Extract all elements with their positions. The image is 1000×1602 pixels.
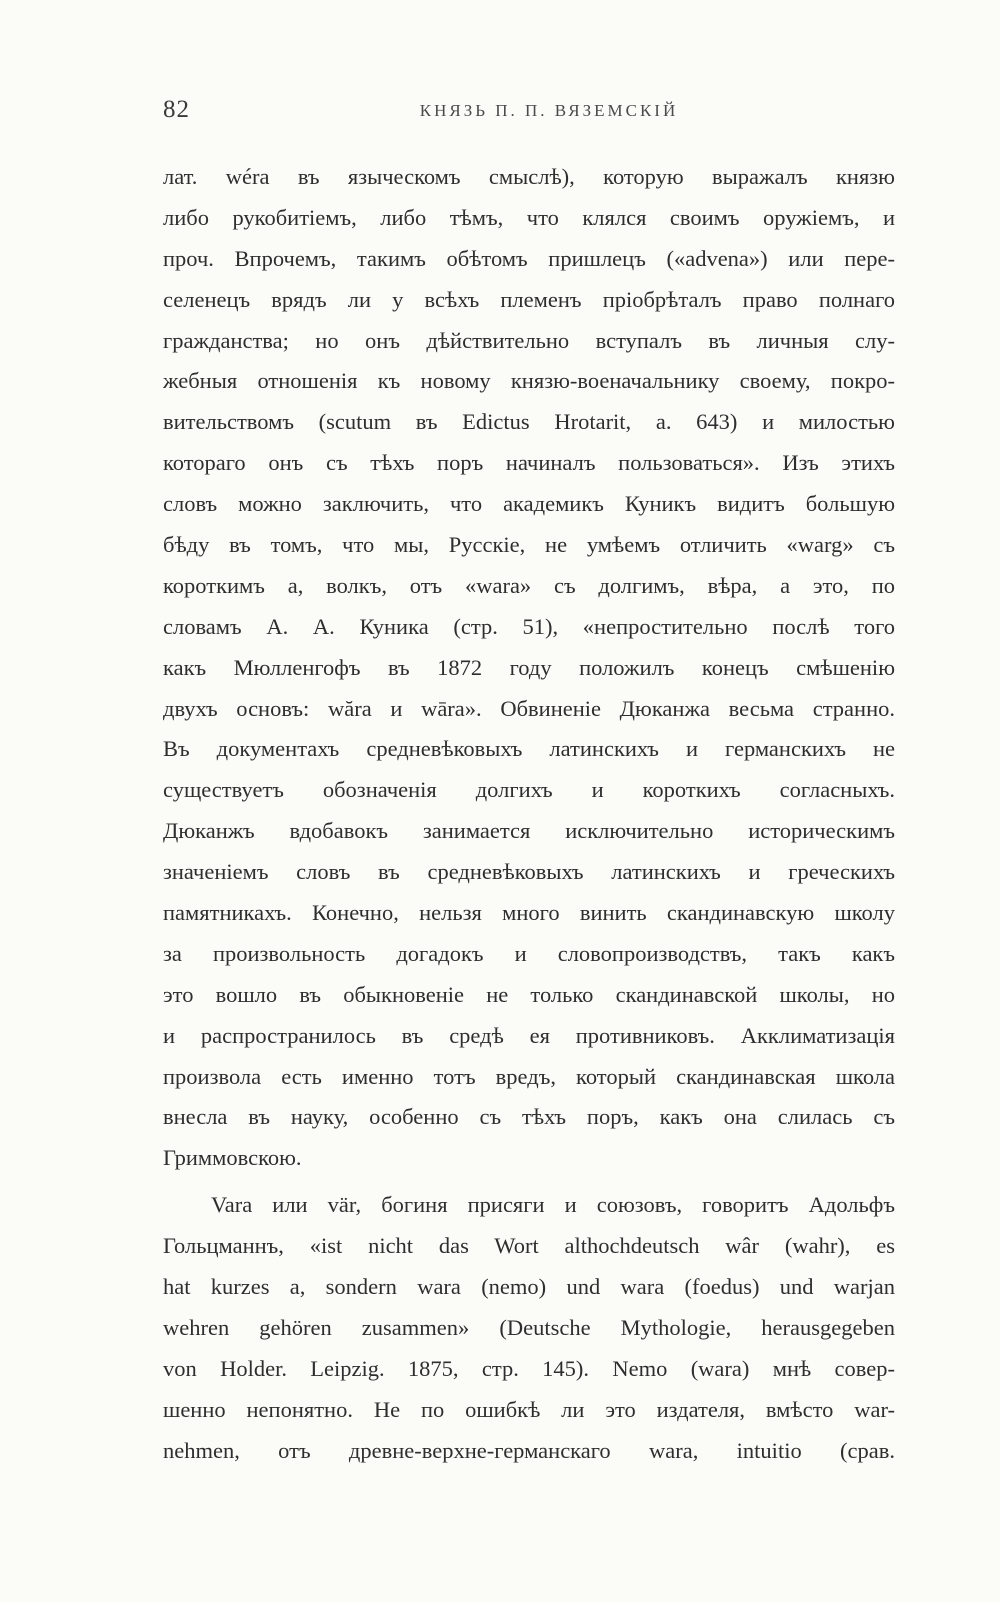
text-line: wehren gehören zusammen» (Deutsche Mythologie, herausgegeben [163, 1314, 895, 1340]
text-line: nehmen, отъ древне-верхне-германскаго wara, intuitio (срав. [163, 1437, 895, 1463]
text-line: лат. wéra въ языческомъ смыслѣ), которую выражалъ князю [163, 164, 895, 189]
page-number: 82 [163, 96, 190, 123]
text-line: словамъ А. А. Куника (стр. 51), «непростительно послѣ того [163, 613, 895, 639]
text-line: селенецъ врядъ ли у всѣхъ племенъ пріобрѣталъ право полнаго [163, 286, 895, 312]
text-line: гражданства; но онъ дѣйствительно вступалъ въ личныя слу- [163, 327, 895, 353]
text-line: и распространилось въ средѣ ея противниковъ. Акклиматизація [163, 1022, 895, 1048]
paragraph-2 [163, 1185, 895, 1471]
text-line: Гольцманнъ, «ist nicht das Wort althochdeutsch wâr (wahr), es [163, 1233, 895, 1259]
text-line: произвола есть именно тотъ вредъ, который скандинавская школа [163, 1063, 895, 1089]
running-head: КНЯЗЬ П. П. ВЯЗЕМСКІЙ [419, 101, 679, 120]
text-line: существуетъ обозначенія долгихъ и короткихъ согласныхъ. [163, 777, 895, 803]
text-line: за произвольность догадокъ и словопроизводствъ, такъ какъ [163, 940, 895, 966]
text-line: вительствомъ (scutum въ Edictus Hrotarit, a. 643) и милостью [163, 409, 895, 435]
text-line: значеніемъ словъ въ средневѣковыхъ латинскихъ и греческихъ [163, 859, 895, 885]
text-line: жебныя отношенія къ новому князю-военачальнику своему, покро- [163, 368, 895, 394]
text-line: памятникахъ. Конечно, нельзя много винить скандинавскую школу [163, 900, 895, 926]
text-line: либо рукобитіемъ, либо тѣмъ, что клялся своимъ оружіемъ, и [163, 204, 895, 230]
text-line: Дюканжъ вдобавокъ занимается исключительно историческимъ [163, 818, 895, 844]
text-line: шенно непонятно. Не по ошибкѣ ли это издателя, вмѣсто war- [163, 1396, 895, 1422]
text-line: какъ Мюлленгофъ въ 1872 году положилъ конецъ смѣшенію [163, 654, 895, 680]
text-line: короткимъ a, волкъ, отъ «wara» съ долгимъ, вѣра, а это, по [163, 572, 895, 598]
text-line: бѣду въ томъ, что мы, Русскіе, не умѣемъ отличить «warg» съ [163, 532, 895, 558]
text-line: von Holder. Leipzig. 1875, стр. 145). Nemo (wara) мнѣ совер- [163, 1355, 895, 1381]
text-line: двухъ основъ: wăra и wāra». Обвиненіе Дюканжа весьма странно. [163, 695, 895, 721]
page-header [163, 96, 895, 136]
text-line: Vara или vär, богиня присяги и союзовъ, говоритъ Адольфъ [211, 1192, 895, 1218]
text-line: внесла въ науку, особенно съ тѣхъ поръ, какъ она слилась съ [163, 1104, 895, 1130]
text-line: котораго онъ съ тѣхъ поръ начиналъ пользоваться». Изъ этихъ [163, 450, 895, 476]
text-line: проч. Впрочемъ, такимъ обѣтомъ пришлецъ («advena») или пере- [163, 245, 895, 271]
paragraph-1 [163, 157, 895, 1179]
text-line: Гриммовскою. [163, 1145, 302, 1171]
text-line: это вошло въ обыкновеніе не только скандинавской школы, но [163, 981, 895, 1007]
text-line: hat kurzes a, sondern wara (nemo) und wara (foedus) und warjan [163, 1274, 895, 1300]
text-line: словъ можно заключить, что академикъ Куникъ видитъ большую [163, 491, 895, 517]
body-text [163, 157, 895, 1472]
text-line: Въ документахъ средневѣковыхъ латинскихъ и германскихъ не [163, 736, 895, 762]
